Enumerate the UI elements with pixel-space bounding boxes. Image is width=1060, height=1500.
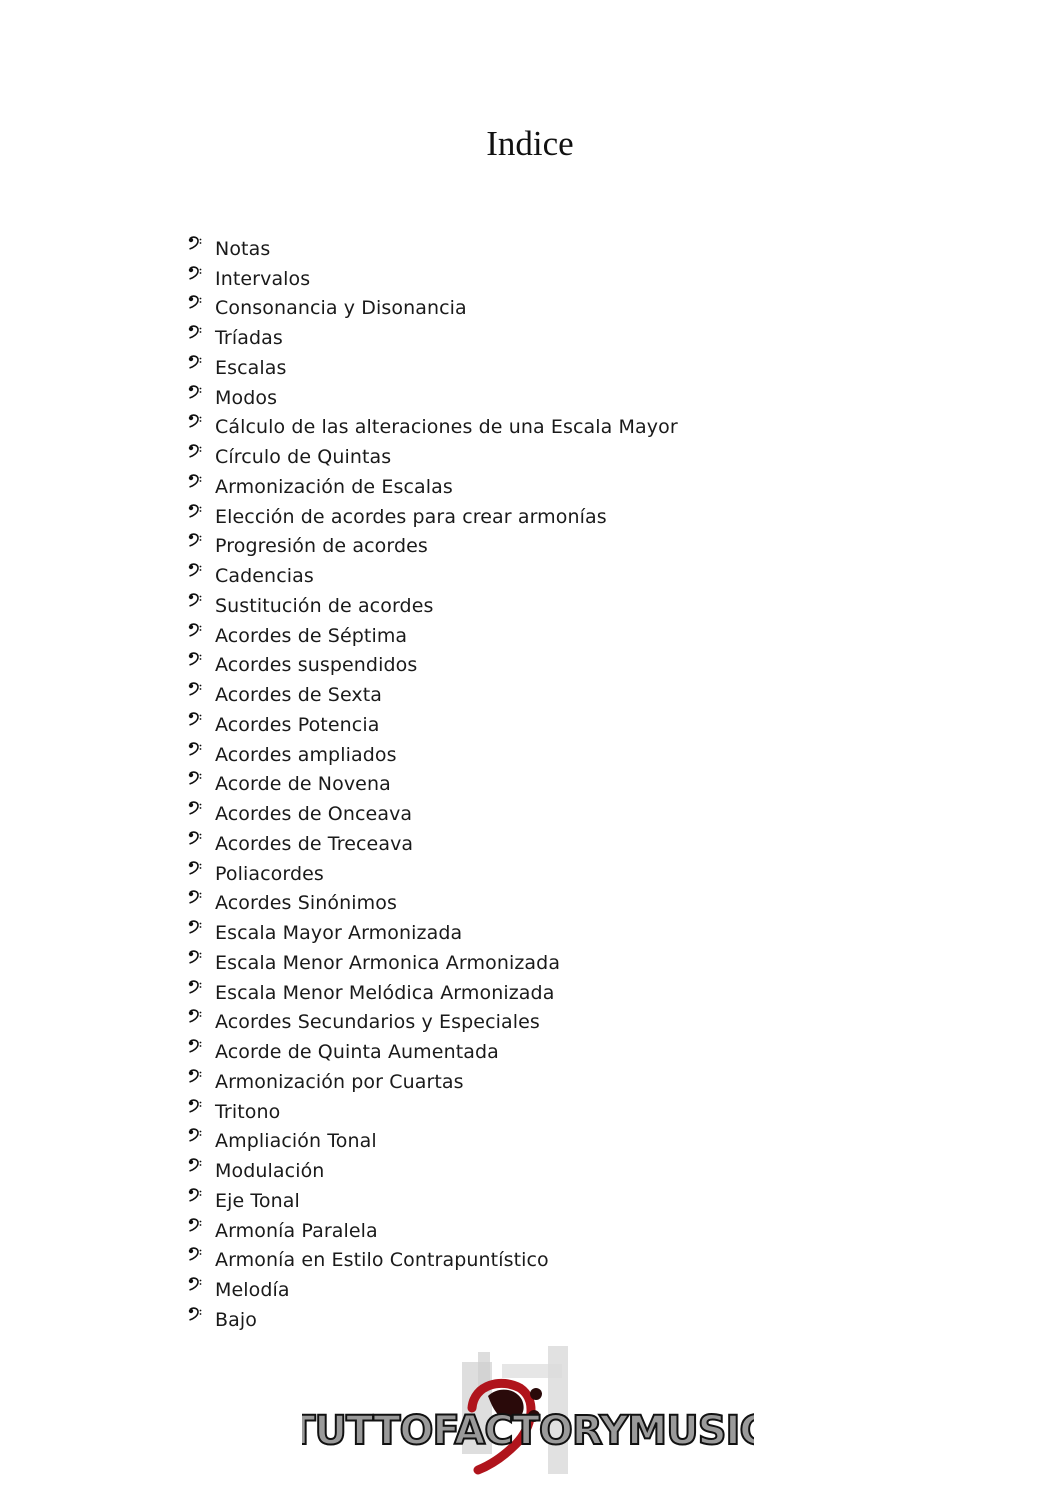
toc-item-label: Acordes de Sexta — [215, 684, 383, 707]
toc-item-label: Armonía Paralela — [215, 1219, 378, 1242]
toc-item-label: Acordes Secundarios y Especiales — [215, 1011, 540, 1034]
toc-item — [188, 472, 678, 502]
bass-clef-icon — [188, 950, 215, 964]
toc-item-label: Elección de acordes para crear armonías — [215, 505, 607, 528]
toc-item-label: Acordes de Séptima — [215, 624, 408, 647]
toc-item — [188, 948, 678, 978]
bass-clef-icon — [188, 742, 215, 756]
toc-item-label: Sustitución de acordes — [215, 594, 434, 617]
toc-item — [188, 294, 678, 324]
toc-item-label: Tritono — [215, 1100, 281, 1123]
bass-clef-icon — [188, 385, 215, 399]
toc-item — [188, 442, 678, 472]
bass-clef-icon — [188, 1069, 215, 1083]
toc-item-label: Escala Mayor Armonizada — [215, 922, 463, 945]
toc-item — [188, 234, 678, 264]
toc-item-label: Consonancia y Disonancia — [215, 297, 467, 320]
bass-clef-icon — [188, 563, 215, 577]
toc-item — [188, 1275, 678, 1305]
toc-item-label: Armonización por Cuartas — [215, 1070, 464, 1093]
toc-item — [188, 561, 678, 591]
bass-clef-icon — [188, 1188, 215, 1202]
toc-item — [188, 1008, 678, 1038]
bass-clef-icon — [188, 771, 215, 785]
bass-clef-icon — [188, 1099, 215, 1113]
toc-item — [188, 323, 678, 353]
bass-clef-icon — [188, 504, 215, 518]
bass-clef-icon — [188, 236, 215, 250]
toc-item — [188, 1246, 678, 1276]
toc-item-label: Círculo de Quintas — [215, 446, 392, 469]
toc-item-label: Acorde de Quinta Aumentada — [215, 1041, 499, 1064]
tuttofactorymusic-logo — [302, 1344, 754, 1476]
toc-item — [188, 770, 678, 800]
toc-item — [188, 1156, 678, 1186]
bass-clef-icon — [188, 266, 215, 280]
toc-item — [188, 978, 678, 1008]
toc-item-label: Tríadas — [215, 327, 283, 350]
toc-item-label: Armonización de Escalas — [215, 475, 453, 498]
toc-item-label: Acordes suspendidos — [215, 654, 418, 677]
bass-clef-icon — [188, 355, 215, 369]
toc-item-label: Cálculo de las alteraciones de una Escala Mayor — [215, 416, 678, 439]
toc-item-label: Escala Menor Armonica Armonizada — [215, 951, 561, 974]
bass-clef-icon — [188, 1218, 215, 1232]
bass-clef-icon — [188, 1307, 215, 1321]
toc-item — [188, 918, 678, 948]
toc-item — [188, 1305, 678, 1335]
bass-clef-icon — [188, 1247, 215, 1261]
bass-clef-icon — [188, 593, 215, 607]
toc-item-label: Acordes de Treceava — [215, 832, 414, 855]
bass-clef-icon — [188, 1277, 215, 1291]
toc-item — [188, 859, 678, 889]
toc-item — [188, 264, 678, 294]
bass-clef-icon — [188, 1009, 215, 1023]
toc-item-label: Escala Menor Melódica Armonizada — [215, 981, 555, 1004]
bass-clef-icon — [188, 920, 215, 934]
toc-item — [188, 591, 678, 621]
toc-item — [188, 889, 678, 919]
bass-clef-icon — [188, 980, 215, 994]
bass-clef-icon — [188, 712, 215, 726]
bass-clef-icon — [188, 533, 215, 547]
logo-graphic — [302, 1344, 754, 1476]
bass-clef-icon — [188, 474, 215, 488]
toc-item — [188, 799, 678, 829]
toc-item — [188, 532, 678, 562]
toc-item — [188, 1186, 678, 1216]
toc-item — [188, 383, 678, 413]
toc-item — [188, 1127, 678, 1157]
toc-item — [188, 829, 678, 859]
toc-item-label: Acordes de Onceava — [215, 803, 413, 826]
toc-item — [188, 353, 678, 383]
bass-clef-icon — [188, 831, 215, 845]
toc-item — [188, 1037, 678, 1067]
bass-clef-icon — [188, 444, 215, 458]
toc-item — [188, 502, 678, 532]
toc-item-label: Acordes Sinónimos — [215, 892, 397, 915]
toc-item — [188, 1216, 678, 1246]
logo-text: TUTTOFACTORYMUSIC — [302, 1408, 754, 1454]
toc-item — [188, 621, 678, 651]
toc-item — [188, 710, 678, 740]
bass-clef-icon — [188, 623, 215, 637]
toc-item — [188, 413, 678, 443]
toc-item-label: Escalas — [215, 356, 287, 379]
bass-clef-icon — [188, 295, 215, 309]
bass-clef-icon — [188, 801, 215, 815]
toc-item-label: Poliacordes — [215, 862, 324, 885]
toc-item-label: Eje Tonal — [215, 1189, 300, 1212]
bass-clef-icon — [188, 325, 215, 339]
bass-clef-icon — [188, 414, 215, 428]
toc-item — [188, 680, 678, 710]
toc-item-label: Bajo — [215, 1308, 257, 1331]
table-of-contents — [188, 234, 678, 1335]
toc-item — [188, 740, 678, 770]
toc-item-label: Cadencias — [215, 565, 314, 588]
toc-item-label: Armonía en Estilo Contrapuntístico — [215, 1249, 549, 1272]
bass-clef-icon — [188, 682, 215, 696]
toc-item — [188, 651, 678, 681]
bass-clef-icon — [188, 1039, 215, 1053]
toc-item-label: Modulación — [215, 1160, 325, 1183]
toc-item-label: Intervalos — [215, 267, 311, 290]
page-title: Indice — [486, 124, 574, 163]
toc-item-label: Acordes Potencia — [215, 713, 380, 736]
bass-clef-icon — [188, 890, 215, 904]
toc-item-label: Acordes ampliados — [215, 743, 397, 766]
bass-clef-icon — [188, 652, 215, 666]
bass-clef-icon — [188, 861, 215, 875]
bass-clef-icon — [188, 1158, 215, 1172]
toc-item-label: Notas — [215, 237, 271, 260]
toc-item-label: Melodía — [215, 1279, 290, 1302]
toc-item-label: Acorde de Novena — [215, 773, 391, 796]
toc-item-label: Modos — [215, 386, 278, 409]
bass-clef-icon — [188, 1128, 215, 1142]
toc-item-label: Progresión de acordes — [215, 535, 428, 558]
toc-item-label: Ampliación Tonal — [215, 1130, 377, 1153]
toc-item — [188, 1067, 678, 1097]
toc-item — [188, 1097, 678, 1127]
